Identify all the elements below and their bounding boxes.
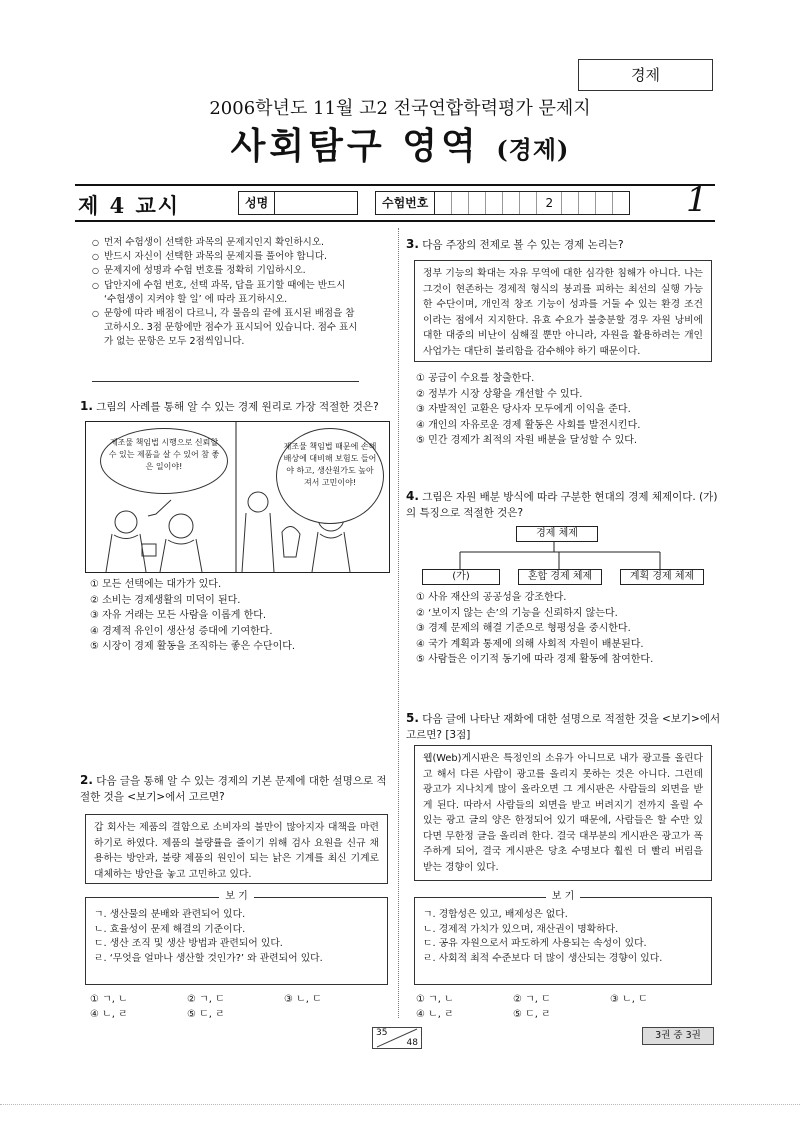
q2-bogi-title: 보 기 xyxy=(86,890,387,905)
area-title xyxy=(0,118,800,169)
q4-option[interactable]: ④ 국가 계획과 통제에 의해 사회적 자원이 배분된다. xyxy=(416,638,644,650)
q3-stem xyxy=(406,236,721,253)
q5-passage: 웹(Web)게시판은 특정인의 소유가 아니므로 내가 광고를 올린다고 해서 다른 사람이 광고를 올리지 못하는 것은 아니다. 그런데 광고가 지나치게 많이 올라오면 그 게시판은 사람들의 외면을 받게 된다. 따라서 사람들의 외면을 받고 버려지기 전까지 올릴 수 있는 광고 글의 양은 한정되어 있기 때문에, 사람들은 할 수만 있다면 무한정 글을 올리려 한다. 결국 대부분의 게시판은 광고가 폭주하게 되어, 결국 게시판은 당초 수명보다 훨씬 더 빨리 버림을 받는 경향이 있다. xyxy=(414,745,712,881)
q1-stem xyxy=(80,398,395,415)
name-label: 성명 xyxy=(239,192,275,214)
footer-page-current: 35 xyxy=(376,1028,388,1038)
q4-text: 그림은 자원 배분 방식에 따라 구분한 현대의 경제 체제이다. (가)의 특징으로 적절한 것은? xyxy=(406,491,718,519)
exam-number-cell[interactable] xyxy=(596,192,613,214)
exam-number-cell[interactable] xyxy=(452,192,469,214)
page-number: 1 xyxy=(686,180,708,220)
q4-option[interactable]: ③ 경제 문제의 해결 기준으로 형평성을 중시한다. xyxy=(416,623,631,634)
exam-number-label: 수험번호 xyxy=(376,192,435,214)
exam-number-cell[interactable] xyxy=(562,192,579,214)
q2-choice[interactable]: ② ㄱ, ㄷ xyxy=(187,994,225,1005)
q1-bubble-right: 제조물 책임법 때문에 손해 배상에 대비해 보험도 들어야 하고, 생산원가도 높아져서 고민이야! xyxy=(276,428,384,524)
q2-choice[interactable]: ⑤ ㄷ, ㄹ xyxy=(187,1009,225,1020)
exam-number-field[interactable] xyxy=(375,191,630,215)
q5-choice[interactable]: ③ ㄴ, ㄷ xyxy=(610,994,648,1005)
volume-badge: 3권 중 3권 xyxy=(642,1027,714,1045)
q5-choice[interactable]: ⑤ ㄷ, ㄹ xyxy=(513,1009,551,1020)
q3-option[interactable]: ③ 자발적인 교환은 당사자 모두에게 이익을 준다. xyxy=(416,404,631,415)
q2-bogi-item: ㄴ. 효율성이 문제 해결의 기준이다. xyxy=(94,923,246,935)
q2-choice[interactable]: ④ ㄴ, ㄹ xyxy=(90,1009,128,1020)
q1-option[interactable]: ② 소비는 경제생활의 미덕이 된다. xyxy=(90,594,241,606)
q4-options xyxy=(416,590,716,668)
q2-number: 2. xyxy=(80,773,93,787)
exam-number-cell[interactable] xyxy=(520,192,537,214)
subject-tag: 경제 xyxy=(578,59,713,91)
q2-choice[interactable]: ① ㄱ, ㄴ xyxy=(90,994,128,1005)
q1-option[interactable]: ③ 자유 거래는 모든 사람을 이롭게 한다. xyxy=(90,610,267,621)
instruction-item: ○ 반드시 자신이 선택한 과목의 문제지를 풀어야 합니다. xyxy=(92,250,360,264)
page-bottom-rule xyxy=(0,1104,800,1105)
exam-title: 2006학년도 11월 고2 전국연합학력평가 문제지 xyxy=(209,98,591,119)
instructions-list xyxy=(92,236,360,350)
q1-text: 그림의 사례를 통해 알 수 있는 경제 원리로 가장 적절한 것은? xyxy=(96,401,379,413)
q2-passage: 갑 회사는 제품의 결함으로 소비자의 불만이 많아지자 대책을 마련하기로 하였다. 제품의 불량률을 줄이기 위해 검사 요원을 신규 채용하는 방안과, 불량 제품의 원인이 되는 낡은 기계를 최신 기계로 대체하는 방안을 놓고 고민하고 있다. xyxy=(85,814,388,884)
q3-option[interactable]: ① 공급이 수요를 창출한다. xyxy=(416,373,535,384)
q3-option[interactable]: ⑤ 민간 경제가 최적의 자원 배분을 달성할 수 있다. xyxy=(416,435,638,446)
q5-bogi-title: 보 기 xyxy=(415,890,711,905)
name-field[interactable] xyxy=(238,191,358,215)
q3-options xyxy=(416,371,716,449)
footer-page-total: 48 xyxy=(406,1038,418,1048)
q4-option[interactable]: ② ‘보이지 않는 손’의 기능을 신뢰하지 않는다. xyxy=(416,607,618,619)
exam-number-cell: 2 xyxy=(537,192,562,214)
instruction-item: ○ 문제지에 성명과 수험 번호를 정확히 기입하시오. xyxy=(92,264,360,278)
q4-number: 4. xyxy=(406,489,419,503)
q2-bogi-item: ㄹ. ‘무엇을 얼마나 생산할 것인가?’ 와 관련되어 있다. xyxy=(94,952,323,964)
instruction-item: ○ 문항에 따라 배점이 다르니, 각 물음의 끝에 표시된 배점을 참고하시오. 3점 문항에만 점수가 표시되어 있습니다. 점수 표시가 없는 문항은 모두 2점씩입니다. xyxy=(92,307,360,350)
q4-diagram-root: 경제 체제 xyxy=(516,526,598,542)
q5-choice[interactable]: ④ ㄴ, ㄹ xyxy=(416,1009,454,1020)
q4-option[interactable]: ⑤ 사람들은 이기적 동기에 따라 경제 활동에 참여한다. xyxy=(416,654,654,665)
q3-option[interactable]: ② 정부가 시장 상황을 개선할 수 있다. xyxy=(416,388,583,400)
q2-choice[interactable]: ③ ㄴ, ㄷ xyxy=(284,994,322,1005)
exam-number-cell[interactable] xyxy=(486,192,503,214)
q1-number: 1. xyxy=(80,399,93,413)
period-label: 제 4 교시 xyxy=(78,193,181,218)
header-rule-top xyxy=(75,184,715,186)
q5-choice[interactable]: ① ㄱ, ㄴ xyxy=(416,994,454,1005)
q4-diagram-child: 계획 경제 체제 xyxy=(620,569,704,585)
q4-diagram-child: (가) xyxy=(422,569,500,585)
q1-option[interactable]: ④ 경제적 유인이 생산성 증대에 기여한다. xyxy=(90,625,273,637)
exam-number-cell[interactable] xyxy=(579,192,596,214)
column-divider xyxy=(398,228,399,1018)
q1-option[interactable]: ⑤ 시장이 경제 활동을 조직하는 좋은 수단이다. xyxy=(90,641,296,652)
q2-bogi-item: ㄱ. 생산물의 분배와 관련되어 있다. xyxy=(94,909,246,920)
q5-number: 5. xyxy=(406,711,419,725)
exam-number-cell[interactable] xyxy=(469,192,486,214)
exam-number-cell[interactable] xyxy=(435,192,452,214)
q3-number: 3. xyxy=(406,237,419,251)
q1-cartoon xyxy=(85,421,390,573)
q5-text: 다음 글에 나타난 재화에 대한 설명으로 적절한 것을 <보기>에서 고르면? [3점] xyxy=(406,713,721,741)
q5-bogi-item: ㄷ. 공유 자원으로서 파도하게 사용되는 속성이 있다. xyxy=(423,938,647,949)
instructions-separator xyxy=(92,381,359,382)
q4-diagram-child: 혼합 경제 체제 xyxy=(518,569,602,585)
instruction-item: ○ 답안지에 수험 번호, 선택 과목, 답을 표기할 때에는 반드시 ‘수험생이 지켜야 할 일’ 에 따라 표기하시오. xyxy=(92,279,360,307)
header-rule-bottom xyxy=(75,220,715,222)
area-title-subject: (경제) xyxy=(496,135,570,164)
q5-bogi-item: ㄱ. 경합성은 있고, 배제성은 없다. xyxy=(423,909,568,920)
q2-text: 다음 글을 통해 알 수 있는 경제의 기본 문제에 대한 설명으로 적절한 것을 <보기>에서 고르면? xyxy=(80,775,387,803)
q2-choices xyxy=(90,992,390,1022)
instruction-item: ○ 먼저 수험생이 선택한 과목의 문제지인지 확인하시오. xyxy=(92,236,360,250)
exam-number-cell[interactable] xyxy=(503,192,520,214)
q5-bogi-item: ㄹ. 사회적 최적 수준보다 더 많이 생산되는 경향이 있다. xyxy=(423,952,663,964)
q5-bogi-item: ㄴ. 경제적 가치가 있으며, 재산권이 명확하다. xyxy=(423,923,619,935)
q2-bogi-item: ㄷ. 생산 조직 및 생산 방법과 관련되어 있다. xyxy=(94,938,283,949)
area-title-main: 사회탐구 영역 xyxy=(230,125,480,167)
q1-bubble-left: 제조물 책임법 시행으로 신뢰할 수 있는 제품을 살 수 있어 참 좋은 일이야! xyxy=(100,428,228,494)
exam-number-cell[interactable] xyxy=(613,192,629,214)
q4-option[interactable]: ① 사유 재산의 공공성을 강조한다. xyxy=(416,592,567,603)
q5-choice[interactable]: ② ㄱ, ㄷ xyxy=(513,994,551,1005)
q4-stem xyxy=(406,488,721,521)
q2-stem xyxy=(80,772,395,805)
q1-option[interactable]: ① 모든 선택에는 대가가 있다. xyxy=(90,579,222,590)
footer-page-indicator xyxy=(372,1027,422,1049)
q1-options xyxy=(90,577,390,655)
q2-bogi-box xyxy=(85,891,388,985)
q5-choices xyxy=(416,992,716,1022)
q3-text: 다음 주장의 전제로 볼 수 있는 경제 논리는? xyxy=(422,239,624,251)
q3-passage: 정부 기능의 확대는 자유 무역에 대한 심각한 침해가 아니다. 나는 그것이 현존하는 경제적 형식의 붕괴를 피하는 최선의 실행 가능한 수단이며, 개인적 창조 기능이 성과를 거둘 수 있는 환경 조건이라는 점에서 지지한다. 유효 수요가 불충분할 경우 자원 낭비에 대한 대중의 비난이 심해질 뿐만 아니라, 자원을 활용하려는 개인 사업가는 대단히 불리함을 감수해야 하기 때문이다. xyxy=(414,260,712,362)
q5-bogi-box xyxy=(414,891,712,985)
q5-stem xyxy=(406,710,721,743)
q3-option[interactable]: ④ 개인의 자유로운 경제 활동은 사회를 발전시킨다. xyxy=(416,419,641,431)
